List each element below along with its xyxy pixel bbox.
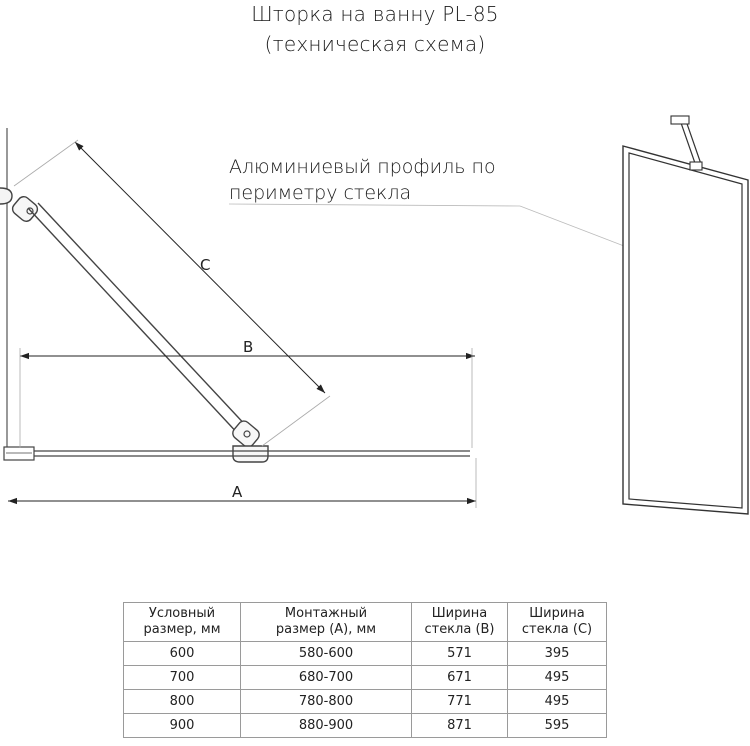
dimension-a-label: A [232,483,243,501]
cell-width-b: 871 [412,714,508,738]
header-glass-width-b: Ширина стекла (В) [412,603,508,642]
callout-leader [229,204,624,246]
cell-width-b: 671 [412,666,508,690]
cell-mounting: 680-700 [241,666,412,690]
profile-callout-line2: периметру стекла [229,182,412,204]
cell-mounting: 880-900 [241,714,412,738]
table-row [124,714,607,738]
header-glass-width-c: Ширина стекла (С) [508,603,607,642]
header-nominal-size: Условный размер, мм [124,603,241,642]
cell-mounting: 580-600 [241,642,412,666]
cell-mounting: 780-800 [241,690,412,714]
cell-width-b: 571 [412,642,508,666]
cell-width-c: 395 [508,642,607,666]
cell-nominal: 800 [124,690,241,714]
dimension-a [8,458,476,508]
dimension-b-label: B [243,338,254,356]
size-table [123,602,607,738]
diagram-subtitle: (техническая схема) [264,32,486,56]
cell-nominal: 900 [124,714,241,738]
dimension-c [14,140,330,446]
cell-width-c: 595 [508,714,607,738]
header-mounting-size: Монтажный размер (А), мм [241,603,412,642]
glass-panel-open [28,203,250,437]
wall-hinge [0,188,40,224]
dimension-c-label: C [200,256,211,274]
cell-width-c: 495 [508,666,607,690]
cell-width-c: 495 [508,690,607,714]
profile-callout-line1: Алюминиевый профиль по [229,156,496,178]
cell-nominal: 700 [124,666,241,690]
side-view-frame [623,146,748,514]
diagram-title: Шторка на ванну PL-85 [251,2,499,26]
cell-width-b: 771 [412,690,508,714]
table-header-row [124,603,607,642]
cell-nominal: 600 [124,642,241,666]
table-row [124,666,607,690]
table-row [124,642,607,666]
table-row [124,690,607,714]
